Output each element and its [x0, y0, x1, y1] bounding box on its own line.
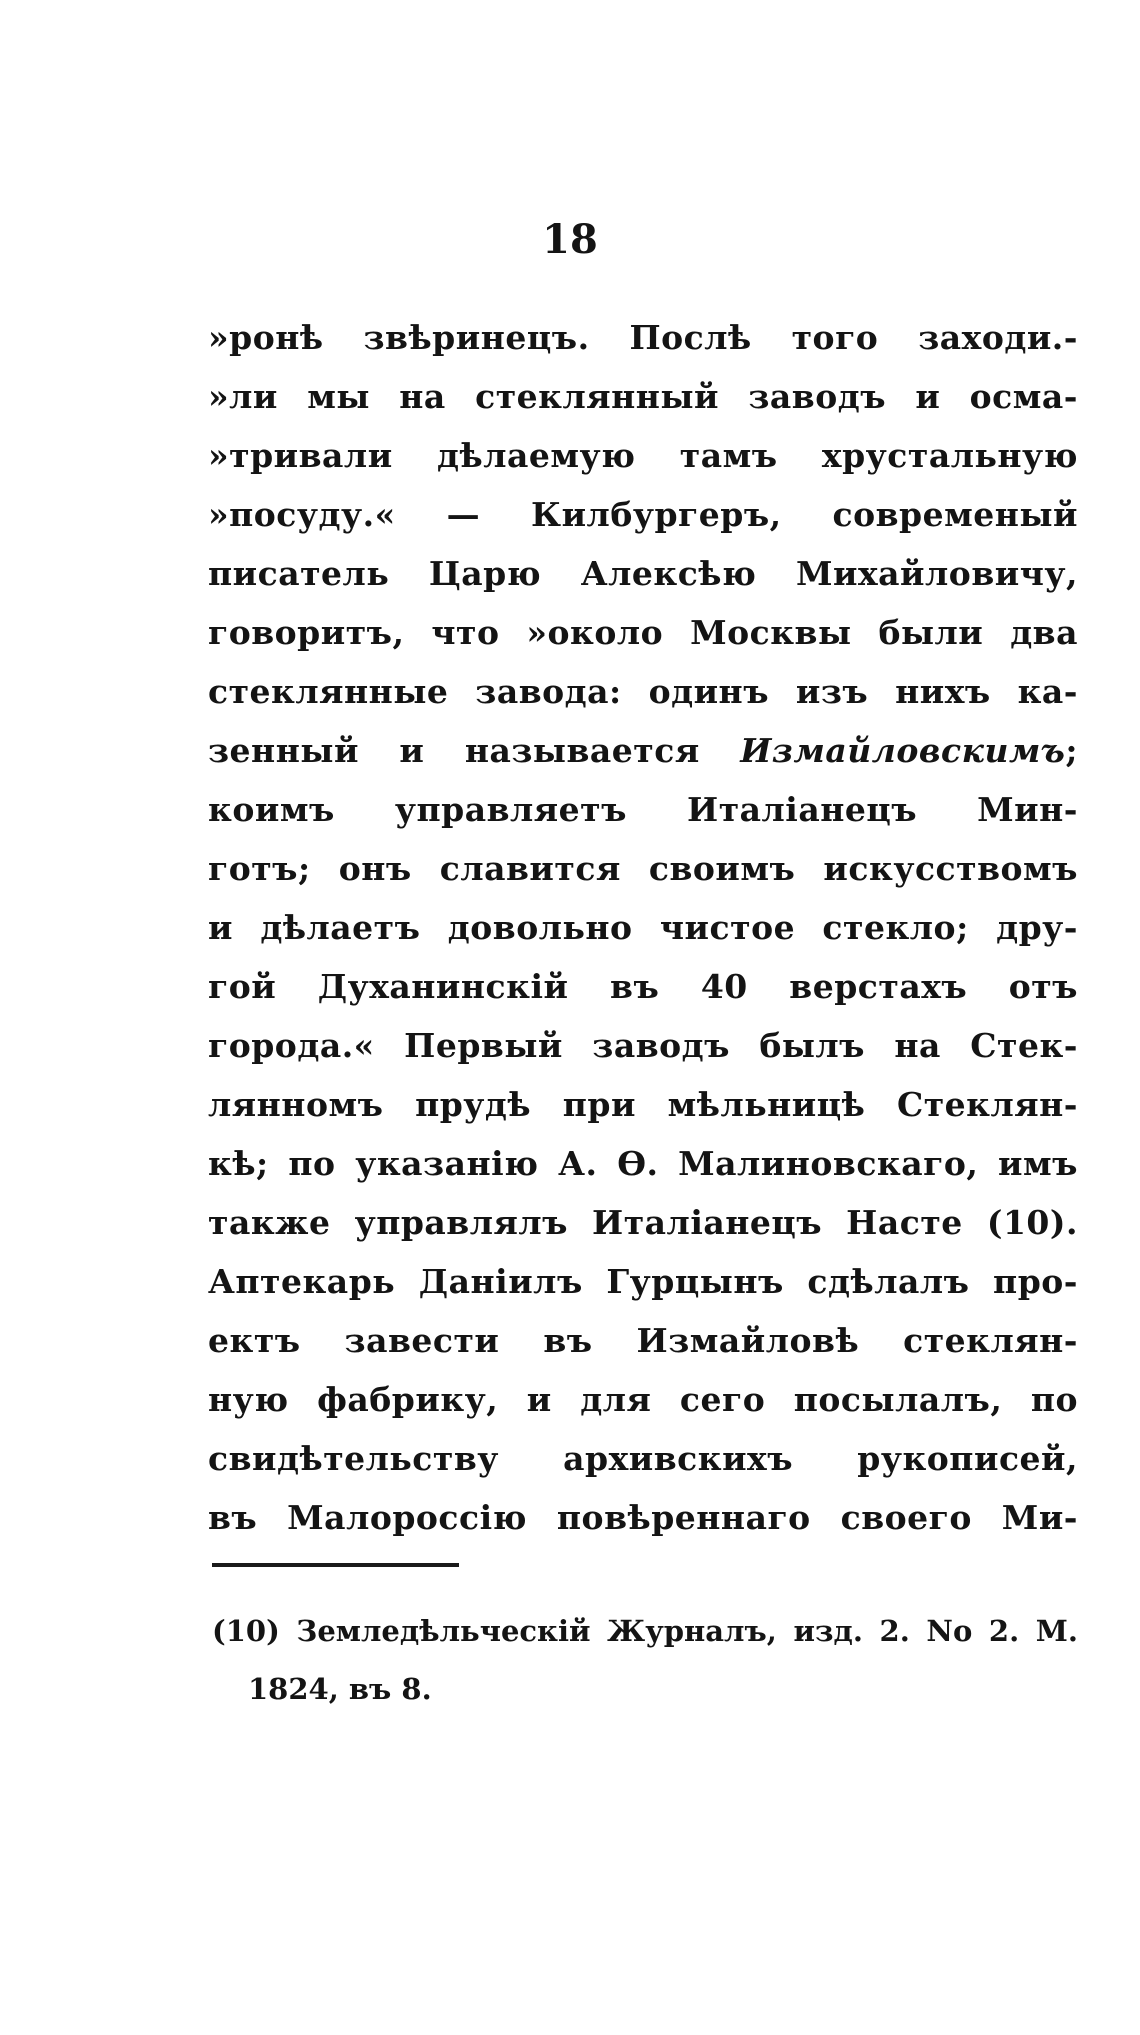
text-line: гой Духанинскій въ 40 верстахъ отъ	[208, 967, 1078, 1006]
text-line: свидѣтельству архивскихъ рукописей,	[208, 1439, 1078, 1478]
text-line-punct: ;	[1065, 731, 1078, 770]
footnote	[212, 1602, 1078, 1718]
footnote-line: (10) Земледѣльческій Журналъ, изд. 2. No 2. М.	[212, 1614, 1078, 1648]
text-line: кѣ; по указанію А. Ѳ. Малиновскаго, имъ	[208, 1144, 1078, 1183]
text-line: коимъ управляетъ Италіанецъ Мин-	[208, 790, 1078, 829]
text-line: »ронѣ звѣринецъ. Послѣ того заходи.-	[208, 318, 1078, 357]
text-line: »тривали дѣлаемую тамъ хрустальную	[208, 436, 1078, 475]
text-line: писатель Царю Алексѣю Михайловичу,	[208, 554, 1078, 593]
text-line-roman: зенный и называется	[208, 731, 741, 770]
text-line: и дѣлаетъ довольно чистое стекло; дру-	[208, 908, 1078, 947]
body-text	[208, 308, 1078, 1547]
text-line: Аптекарь Даніилъ Гурцынъ сдѣлалъ про-	[208, 1262, 1078, 1301]
footnote-line: 1824, въ 8.	[248, 1672, 432, 1706]
page-number: 18	[542, 216, 598, 263]
text-line: ектъ завести въ Измайловѣ стеклян-	[208, 1321, 1078, 1360]
text-line: ную фабрику, и для сего посылалъ, по	[208, 1380, 1078, 1419]
italic-name: Измайловскимъ	[740, 731, 1066, 770]
text-line: въ Малороссію повѣреннаго своего Ми-	[208, 1498, 1078, 1537]
footnote-divider	[212, 1563, 459, 1567]
text-line: города.« Первый заводъ былъ на Стек-	[208, 1026, 1078, 1065]
text-line: стеклянные завода: одинъ изъ нихъ ка-	[208, 672, 1078, 711]
text-line: »ли мы на стеклянный заводъ и осма-	[208, 377, 1078, 416]
text-line-mixed	[208, 721, 1078, 780]
text-line: говоритъ, что »около Москвы были два	[208, 613, 1078, 652]
text-line: также управлялъ Италіанецъ Насте (10).	[208, 1203, 1078, 1242]
text-line: лянномъ прудѣ при мѣльницѣ Стеклян-	[208, 1085, 1078, 1124]
text-line: готъ; онъ славится своимъ искусствомъ	[208, 849, 1078, 888]
text-line: »посуду.« — Килбургеръ, современый	[208, 495, 1078, 534]
